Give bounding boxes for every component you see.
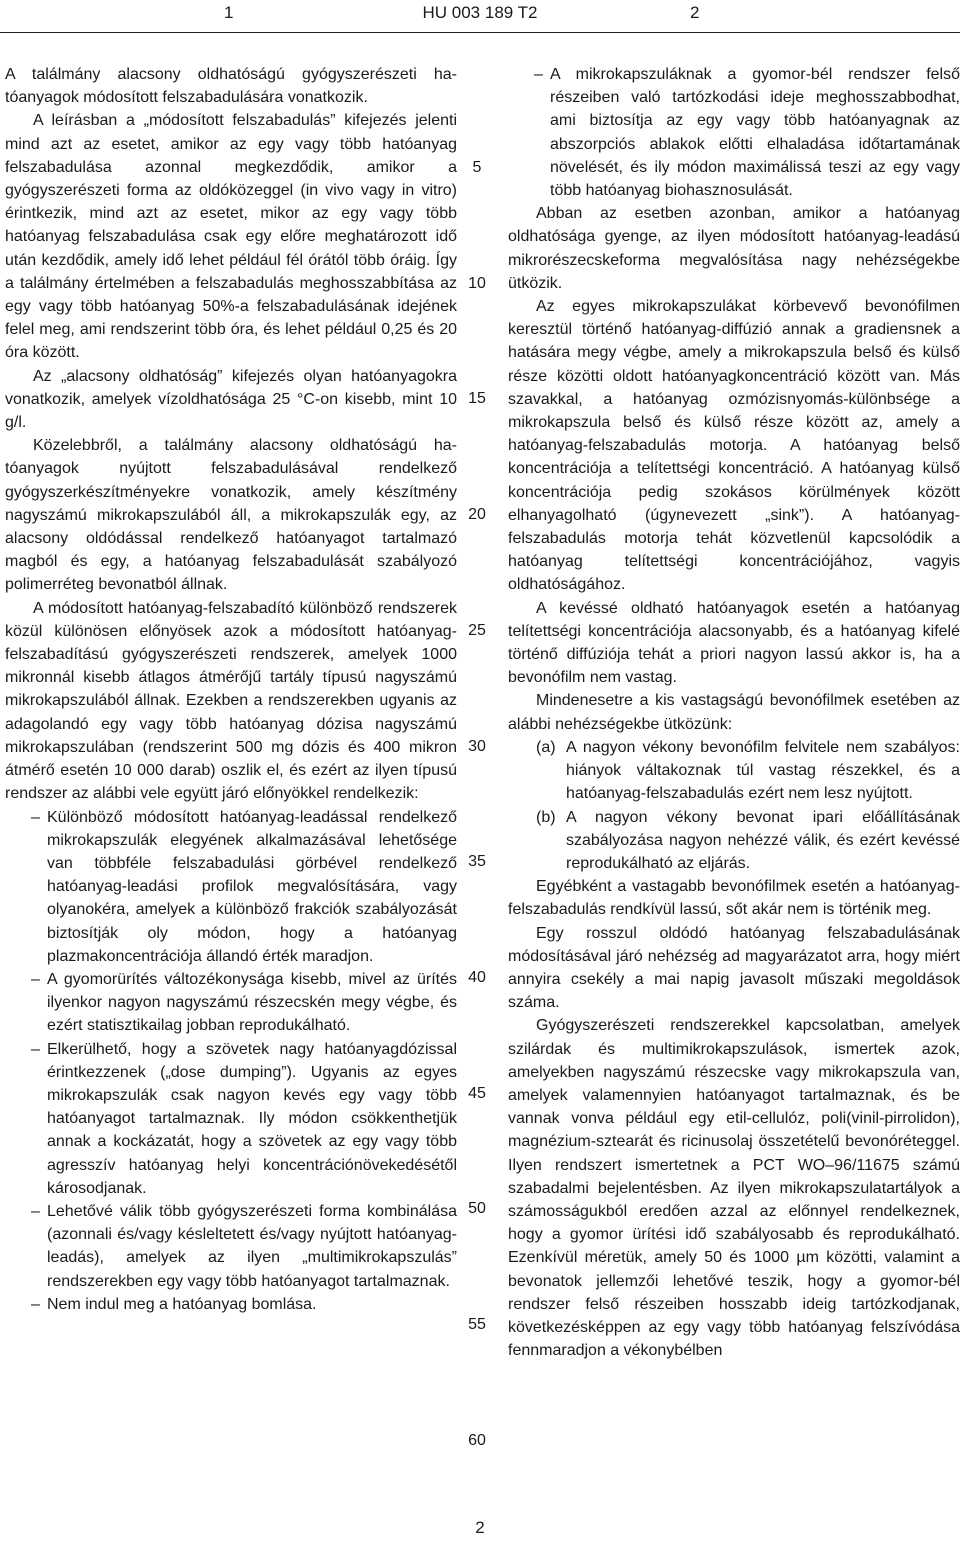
paragraph-text: Közelebbről, a találmány alacsony oldhatóságú hatóanyagok nyújtott felszabadulásával rendelkező gyógyszerkészítményekre vonatkozik, amely készítmény nagyszámú mikrokapszulából áll, a mikrokapszulák egy, az alacsony oldódással rendelkező hatóanyagot tartalmazó magból és egy, a hatóanyag felszabadulását szabályozó polimerréteg bevonatból állnak. xyxy=(5,437,457,594)
line-number: 30 xyxy=(468,737,486,755)
right-paragraph xyxy=(508,1014,960,1362)
line-number: 10 xyxy=(468,274,486,292)
left-paragraph xyxy=(5,434,457,596)
right-paragraph xyxy=(508,922,960,1015)
paragraph-text: Gyógyszerészeti rendszerekkel kapcsolatban, amelyek szilárdak és multimikrokapszulások, ismertek azok, amelyekben nagyszámú részecske vagy mikrokapszula van, amelyek valamennyien hatóanyagot tartalmaznak, és be vannak vonva például egy etil-cellulóz, poli(vinil-pirrolidon), magnézium-sztearát és ricinusolaj összetételű bevonóréteggel. Ilyen rendszert ismertetnek a PCT WO–96/11675 számú szabadalmi bejelentésben. Az ilyen mikrokapszulatartályok a számosságukból eredően azzal az előnnyel rendelkeznek, hogy a gyomor ürítési idő szabályosabb és reprodukálható. Ezenkívül méretük, amely 50 és 1000 µm közötti, valamint a bevonatok jellemzői lehetővé teszik, hogy a gyomor-bél rendszer felső részeiben hosszabb ideig tartózkodjanak, következésképpen az egy vagy több hatóanyag felszívódása fennmaradjon a vékonybélben xyxy=(508,1017,960,1360)
line-number: 55 xyxy=(468,1316,486,1333)
paragraph-text: A nagyon vékony bevonófilm felvitele nem szabályos: hiányok váltakoznak túl vastag részekkel, és a hatóanyag-felszabadulás ezért nem lesz nyújtott. xyxy=(566,738,960,803)
left-paragraph xyxy=(5,597,457,806)
left-text-column xyxy=(5,63,457,1316)
paragraph-text: A módosított hatóanyag-felszabadító különböző rendszerek közül különösen előnyösek azok a módosított hatóanyag-felszabadítású gyógyszerészeti rendszerek, amelyek 1000 mikronnál kisebb átlagos átmérőjű tartály típusú nagyszámú mikrokapszulából állnak. Ezekben a rendszerekben ugyanis az adagolandó egy vagy több hatóanyag dózisa nagyszámú mikrokapszulában (rendszerint 500 mg dózis és 400 mikron átmérő esetén 10 000 darab) oszlik el, és ezért az ilyen típusú rendszer az alábbi vele együtt járó előnyökkel rendelkezik: xyxy=(5,599,457,803)
paragraph-text: A kevéssé oldható hatóanyagok esetén a hatóanyag telítettségi koncentrációja alacsonyabb, és a hatóanyag kifelé történő diffúziója tehát a priori nagyon lassú akkor is, ha a bevonófilm nem vastag. xyxy=(508,599,960,687)
left-bullet-item xyxy=(5,1200,457,1293)
paragraph-text: Az „alacsony oldhatóság” kifejezés olyan hatóanyagokra vonatkozik, amelyek vízoldhatósága 25 °C-on kisebb, mint 10 g/l. xyxy=(5,367,457,432)
right-bullet-item xyxy=(508,63,960,202)
paragraph-text: Mindenesetre a kis vastagságú bevonófilmek esetében az alábbi nehézségekbe ütközünk: xyxy=(508,692,960,733)
paragraph-text: A gyomorürítés változékonysága kisebb, mivel az ürítés ilyenkor nagyon nagyszámú részecskén megy végbe, és ezért statisztikailag jobban reprodukálható. xyxy=(47,970,457,1035)
left-bullet-item xyxy=(5,806,457,968)
paragraph-text: A találmány alacsony oldhatóságú gyógyszerészeti hatóanyagok módosított felszabadulására vonatkozik. xyxy=(5,66,457,107)
paragraph-text: Különböző módosított hatóanyag-leadással rendelkező mikrokapszulák elegyének alkalmazásával lehetősége van többféle felszabadulási görbével rendelkező hatóanyag-leadási profilok megvalósítására, vagy olyanokéra, amelyek a különböző frakciók szabályozását biztosítják oly módon, hogy a hatóanyag plazmakoncentrációja állandó érték maradjon. xyxy=(47,808,457,965)
right-list-item xyxy=(508,736,960,806)
left-paragraph xyxy=(5,63,457,109)
right-text-column xyxy=(508,63,960,1362)
right-paragraph xyxy=(508,875,960,921)
line-number: 5 xyxy=(472,159,482,176)
left-paragraph xyxy=(5,365,457,435)
right-paragraph xyxy=(508,597,960,690)
line-number: 45 xyxy=(468,1084,486,1102)
paragraph-text: Elkerülhető, hogy a szövetek nagy hatóanyagdózissal érintkezzenek („dose dumping”). Ugyanis az egyes mikrokapszulák csak nagyon kevés egy vagy több hatóanyagot tartalmaznak. Ily módon csökkenthetjük annak a kockázatát, hogy a szövetek az egy vagy több agresszív hatóanyag helyi koncentrációnövekedésétől károsodjanak. xyxy=(47,1040,457,1197)
page-number-right: 2 xyxy=(690,3,700,22)
paragraph-text: Az egyes mikrokapszulákat körbevevő bevonófilmen keresztül történő hatóanyag-diffúzió annak a gradiensnek a hatására megy végbe, amely a mikrokapszula belső és külső része közötti oldott hatóanyagkoncentráció között van. Más szavakkal, a hatóanyag ozmózisnyomás-különbsége a mikrokapszula belső és külső része között az, amely a hatóanyag-felszabadulás motorja. A hatóanyag belső koncentrációja a telítettségi koncentráció. A hatóanyag külső koncentrációja pedig szokásos körülmények között elhanyagolható (úgynevezett „sink”). A hatóanyag-felszabadulás motorja tehát közvetlenül kapcsolódik a hatóanyag telítettségi koncentrációjához, vagyis oldhatóságához. xyxy=(508,298,960,594)
line-number: 60 xyxy=(468,1431,486,1449)
line-number: 50 xyxy=(468,1200,486,1218)
paragraph-text: Egyébként a vastagabb bevonófilmek esetén a hatóanyag-felszabadulás rendkívül lassú, sőt akár nem is történik meg. xyxy=(508,878,960,919)
paragraph-text: A leírásban a „módosított felszabadulás” kifejezés jelenti mind azt az esetet, amikor az egy vagy több hatóanyag felszabadulása azonnal megkezdődik, amikor a gyógyszerészeti forma az oldóközeggel (in vivo vagy in vitro) érintkezik, mind azt az esetet, mikor az egy vagy több hatóanyag felszabadulása csak egy előre meghatározott idő után kezdődik, amely idő lehet például fél órától több óráig. Így a találmány értelmében a felszabadulás meghosszabbítása az egy vagy több hatóanyag 50%-a felszabadulásának idejének felel meg, ami rendszerint több óra, és lehet például 0,25 és 20 óra között. xyxy=(5,112,457,362)
paragraph-text: A nagyon vékony bevonat ipari előállításának szabályozása nagyon nehézzé válik, és ezért kevéssé reprodukálható az eljárás. xyxy=(566,808,960,872)
right-paragraph xyxy=(508,202,960,295)
line-number: 35 xyxy=(468,853,486,871)
line-number: 15 xyxy=(468,390,486,408)
paragraph-text: Lehetővé válik több gyógyszerészeti forma kombinálása (azonnali és/vagy késleltetett és/vagy nyújtott hatóanyag-leadás), amelyek az ilyen „multimikrokapszulás” rendszerekben egy vagy több hatóanyagot tartalmaznak. xyxy=(47,1202,457,1290)
footer-page-number: 2 xyxy=(475,1518,485,1537)
document-id: HU 003 189 T2 xyxy=(422,3,538,22)
right-paragraph xyxy=(508,295,960,597)
right-list-item xyxy=(508,806,960,876)
header-rule xyxy=(0,32,960,33)
paragraph-text: Nem indul meg a hatóanyag bomlása. xyxy=(47,1295,317,1313)
left-paragraph xyxy=(5,109,457,364)
line-number: 25 xyxy=(468,621,486,639)
paragraph-text: Abban az esetben azonban, amikor a hatóanyag oldhatósága gyenge, az ilyen módosított hatóanyag-leadású mikrorészecskeforma megvalósítása nagy nehézségekbe ütközik. xyxy=(508,205,960,292)
list-item-marker: (b) xyxy=(536,808,556,826)
left-bullet-item xyxy=(5,1293,457,1316)
list-item-marker: (a) xyxy=(536,738,556,756)
line-number: 20 xyxy=(468,506,486,524)
paragraph-text: Egy rosszul oldódó hatóanyag felszabadulásának módosításával járó nehézség ad magyarázatot arra, hogy miért annyira csekély a mai napig javasolt műszaki megoldások száma. xyxy=(508,924,960,1012)
left-bullet-item xyxy=(5,968,457,1038)
paragraph-text: A mikrokapszuláknak a gyomor-bél rendszer felső részeiben való tartózkodási ideje meghosszabbodhat, ami biztosítja az egy vagy több hatóanyagnak az abszorpciós ablakok előtti elhaladása időtartamának növelését, és ily módon maximálissá teszi az egy vagy több hatóanyag biohasznosulását. xyxy=(550,66,960,200)
line-number: 40 xyxy=(468,968,486,986)
page-number-left: 1 xyxy=(224,3,234,22)
left-bullet-item xyxy=(5,1038,457,1200)
right-paragraph xyxy=(508,689,960,735)
